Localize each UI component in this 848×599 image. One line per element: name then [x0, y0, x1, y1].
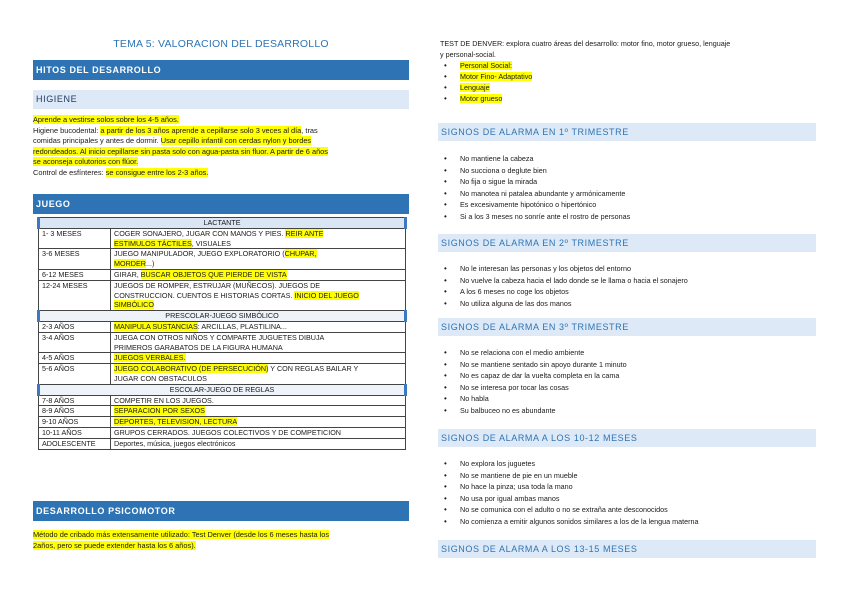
activity-cell: JUEGOS DE ROMPER, ESTRUJAR (MUÑECOS). JUEGOS DE CONSTRUCCION. CUENTOS E HISTORIAS CORTAS. INICIO DEL JUEGO SIMBÓLICO — [111, 280, 406, 310]
denver-line-2: y personal-social. — [440, 50, 496, 59]
list-item: • No habla — [438, 393, 627, 405]
activity-cell: JUEGA CON OTROS NIÑOS Y COMPARTE JUGUETES DIBUJA PRIMEROS GARABATOS DE LA FIGURA HUMANA — [111, 332, 406, 353]
list-item: • No se comunica con el adulto o no se extraña ante desconocidos — [438, 504, 699, 516]
age-cell: 1- 3 MESES — [39, 228, 111, 249]
page-title: TEMA 5: VALORACION DEL DESARROLLO — [113, 38, 329, 50]
psicomotor-text — [33, 530, 409, 551]
higiene-line-5: se aconseja colutorios con flúor. — [33, 157, 139, 167]
activity-cell: GIRAR, BUSCAR OBJETOS QUE PIERDE DE VISTA — [111, 269, 406, 280]
table-row — [39, 321, 406, 332]
alarm-header-2-trimestre: SIGNOS DE ALARMA EN 2º TRIMESTRE — [438, 234, 816, 252]
psico-line-2: 2años, pero se puede extender hasta los 6 años). — [33, 540, 196, 550]
activity-cell: GRUPOS CERRADOS. JUEGOS COLECTIVOS Y DE COMPETICION — [111, 427, 406, 438]
higiene-line-2a: Higiene bucodental: — [33, 125, 101, 135]
denver-text — [440, 38, 816, 60]
alarm-list-2-trimestre — [438, 263, 688, 309]
activity-cell: JUEGO MANIPULADOR, JUEGO EXPLORATORIO (CHUPAR, MORDER...) — [111, 249, 406, 270]
age-cell: 4-5 AÑOS — [39, 353, 111, 364]
activity-cell: Deportes, música, juegos electrónicos — [111, 438, 406, 449]
list-item: • No explora los juguetes — [438, 458, 699, 470]
table-row — [39, 395, 406, 406]
table-row — [39, 364, 406, 385]
higiene-line-2c: , tras — [301, 125, 318, 135]
escolar-title: ESCOLAR-JUEGO DE REGLAS — [39, 384, 406, 395]
table-row — [39, 228, 406, 249]
table-row — [39, 417, 406, 428]
table-row — [39, 332, 406, 353]
list-item: • A los 6 meses no coge los objetos — [438, 286, 688, 298]
higiene-header: HIGIENE — [33, 90, 409, 109]
list-item: • No se mantiene de pie en un mueble — [438, 470, 699, 482]
list-item: • Personal Social: — [438, 60, 532, 71]
alarm-list-10-12-meses — [438, 458, 699, 527]
higiene-text — [33, 115, 409, 179]
alarm-list-1-trimestre — [438, 153, 630, 222]
alarm-list-3-trimestre — [438, 347, 627, 416]
list-item: • No succiona o deglute bien — [438, 165, 630, 177]
juego-header: JUEGO — [33, 194, 409, 214]
table-row — [39, 406, 406, 417]
list-item: • No usa por igual ambas manos — [438, 493, 699, 505]
table-row — [39, 269, 406, 280]
list-item: • No se mantiene sentado sin apoyo durante 1 minuto — [438, 359, 627, 371]
activity-cell: JUEGOS VERBALES. — [111, 353, 406, 364]
age-cell: 3-4 AÑOS — [39, 332, 111, 353]
psico-line-1: Método de cribado más extensamente utilizado: Test Denver (desde los 6 meses hasta los — [33, 530, 330, 539]
activity-cell: MANIPULA SUSTANCIAS: ARCILLAS, PLASTILINA... — [111, 321, 406, 332]
age-cell: 9-10 AÑOS — [39, 417, 111, 428]
list-item: • No le interesan las personas y los objetos del entorno — [438, 263, 688, 275]
age-cell: ADOLESCENTE — [39, 438, 111, 449]
higiene-line-3b: Usar cepillo infantil con cerdas nylon y bordes — [160, 136, 312, 146]
table-row — [39, 427, 406, 438]
activity-cell: COMPETIR EN LOS JUEGOS. — [111, 395, 406, 406]
denver-line-1: TEST DE DENVER: explora cuatro áreas del desarrollo: motor fino, motor grueso, lenguaje — [440, 39, 731, 48]
list-item: • Motor grueso — [438, 93, 532, 104]
list-item: • No comienza a emitir algunos sonidos similares a los de la lengua materna — [438, 516, 699, 528]
list-item: • No mantiene la cabeza — [438, 153, 630, 165]
higiene-line-6a: Control de esfínteres: — [33, 167, 106, 177]
list-item: • Si a los 3 meses no sonríe ante el rostro de personas — [438, 211, 630, 223]
alarm-header-13-15-meses: SIGNOS DE ALARMA A LOS 13-15 MESES — [438, 540, 816, 558]
list-item: • Su balbuceo no es abundante — [438, 405, 627, 417]
list-item: • Es excesivamente hipotónico o hipertónico — [438, 199, 630, 211]
alarm-header-3-trimestre: SIGNOS DE ALARMA EN 3º TRIMESTRE — [438, 318, 816, 336]
list-item: • No hace la pinza; usa toda la mano — [438, 481, 699, 493]
list-item: • Lenguaje — [438, 82, 532, 93]
activity-cell: COGER SONAJERO, JUGAR CON MANOS Y PIES. REIR ANTE ESTIMULOS TÁCTILES, VISUALES — [111, 228, 406, 249]
higiene-line-3a: comidas principales y antes de dormir. — [33, 136, 161, 146]
age-cell: 6-12 MESES — [39, 269, 111, 280]
higiene-line-2b: a partir de los 3 años aprende a cepillarse solo 3 veces al día — [100, 125, 302, 135]
table-row — [39, 280, 406, 310]
list-item: • No se interesa por tocar las cosas — [438, 382, 627, 394]
alarm-header-1-trimestre: SIGNOS DE ALARMA EN 1º TRIMESTRE — [438, 123, 816, 141]
list-item: • No se relaciona con el medio ambiente — [438, 347, 627, 359]
psicomotor-header: DESARROLLO PSICOMOTOR — [33, 501, 409, 521]
age-cell: 7-8 AÑOS — [39, 395, 111, 406]
age-cell: 5-6 AÑOS — [39, 364, 111, 385]
activity-cell: DEPORTES, TELEVISION, LECTURA — [111, 417, 406, 428]
list-item: • No fija o sigue la mirada — [438, 176, 630, 188]
list-item: • Motor Fino- Adaptativo — [438, 71, 532, 82]
age-cell: 12-24 MESES — [39, 280, 111, 310]
age-cell: 10-11 AÑOS — [39, 427, 111, 438]
higiene-line-1: Aprende a vestirse solos sobre los 4-5 años. — [33, 115, 179, 124]
lactante-title: LACTANTE — [39, 218, 406, 229]
table-row — [39, 249, 406, 270]
denver-list — [438, 60, 532, 104]
higiene-line-4: redondeados. Al inicio cepillarse sin pasta solo con agua-pasta sin fluor. A partir de 6 años — [33, 146, 328, 156]
hitos-header: HITOS DEL DESARROLLO — [33, 60, 409, 80]
preescolar-title: PRESCOLAR-JUEGO SIMBÓLICO — [39, 311, 406, 322]
age-cell: 3-6 MESES — [39, 249, 111, 270]
juego-table — [37, 217, 407, 450]
list-item: • No utiliza alguna de las dos manos — [438, 298, 688, 310]
list-item: • No vuelve la cabeza hacia el lado donde se le llama o hacia el sonajero — [438, 275, 688, 287]
list-item: • No es capaz de dar la vuelta completa en la cama — [438, 370, 627, 382]
higiene-line-6b: se consigue entre los 2-3 años. — [105, 167, 209, 177]
table-row — [39, 438, 406, 449]
alarm-header-10-12-meses: SIGNOS DE ALARMA A LOS 10-12 MESES — [438, 429, 816, 447]
activity-cell: SEPARACION POR SEXOS — [111, 406, 406, 417]
age-cell: 2-3 AÑOS — [39, 321, 111, 332]
table-row — [39, 353, 406, 364]
list-item: • No manotea ni patalea abundante y armónicamente — [438, 188, 630, 200]
activity-cell: JUEGO COLABORATIVO (DE PERSECUCIÓN) Y CON REGLAS BAILAR Y JUGAR CON OBSTACULOS — [111, 364, 406, 385]
age-cell: 8-9 AÑOS — [39, 406, 111, 417]
